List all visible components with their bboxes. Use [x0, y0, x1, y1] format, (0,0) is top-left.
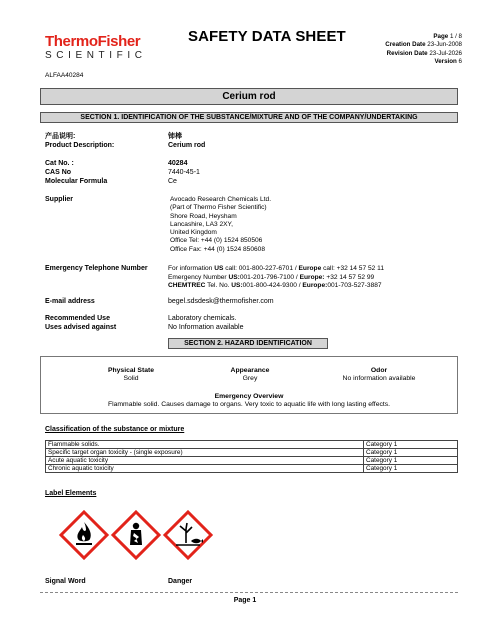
emergency-overview-label: Emergency Overview	[214, 393, 284, 400]
supplier-line: Office Tel: +44 (0) 1524 850506	[170, 237, 263, 245]
product-name-bar: Cerium rod	[40, 88, 458, 105]
cas-no-label: CAS No	[45, 169, 72, 176]
supplier-line: Shore Road, Heysham	[170, 212, 237, 220]
appearance	[180, 367, 320, 384]
classification-heading: Classification of the substance or mixture	[45, 426, 185, 433]
physical-state-value: Solid	[123, 375, 139, 383]
cat-no-value: 40284	[168, 160, 188, 167]
emergency-line-1: For information US call: 001-800-227-6701 / Europe call: +32 14 57 52 11	[168, 265, 384, 272]
emergency-phone-block	[168, 265, 384, 291]
supplier-line: Office Fax: +44 (0) 1524 850608	[170, 245, 266, 253]
version-label: Version	[434, 58, 457, 66]
footer-divider	[40, 592, 458, 593]
document-meta	[385, 33, 462, 66]
table-row	[46, 465, 458, 473]
supplier-label: Supplier	[45, 196, 74, 203]
emergency-line-3: CHEMTREC Tel. No. US:001-800-424-9300 / Europe:001-703-527-3887	[168, 282, 382, 290]
footer-page-number: Page 1	[233, 597, 257, 604]
revision-date-value: 23-Jul-2026	[429, 49, 462, 57]
hazard-summary-box	[40, 356, 458, 414]
product-description-cn: 铈棒	[168, 133, 182, 140]
version-value: 6	[458, 58, 462, 66]
emergency-line-2: Emergency Number US:001-201-796-7100 / Europe: +32 14 57 52 99	[168, 273, 375, 281]
environment-icon	[165, 512, 211, 558]
ghs-pictograms	[58, 510, 218, 560]
page-label: Page	[433, 33, 449, 40]
signal-word-label: Signal Word	[45, 578, 86, 585]
cat-no-label: Cat No. :	[45, 160, 74, 167]
revision-date-label: Revision Date	[386, 49, 428, 57]
flame-icon	[61, 512, 107, 558]
product-description-value: Cerium rod	[168, 142, 206, 149]
product-description-label-cn: 产品说明:	[45, 133, 76, 140]
emergency-overview-text: Flammable solid. Causes damage to organs. Very toxic to aquatic life with long lasting effects.	[107, 401, 391, 409]
email-label: E-mail address	[45, 298, 95, 305]
signal-word-value: Danger	[168, 578, 193, 585]
creation-date-label: Creation Date	[385, 41, 426, 49]
document-code: ALFAA40284	[45, 72, 84, 79]
email-value: begel.sdsdesk@thermofisher.com	[168, 298, 274, 305]
uses-advised-against-value: No Information available	[168, 324, 244, 331]
page-value: 1 / 8	[449, 33, 462, 40]
appearance-label: Appearance	[230, 367, 270, 374]
odor	[309, 367, 449, 384]
creation-date-value: 23-Jun-2008	[427, 41, 462, 49]
company-logo	[45, 34, 147, 61]
hazard-class-cell: Specific target organ toxicity - (single exposure)	[46, 449, 364, 457]
molecular-formula-value: Ce	[168, 178, 177, 185]
cas-no-value: 7440-45-1	[168, 169, 200, 176]
label-elements-heading: Label Elements	[45, 490, 97, 497]
category-cell: Category 1	[364, 449, 458, 457]
hazard-class-cell: Acute aquatic toxicity	[46, 457, 364, 465]
category-cell: Category 1	[364, 457, 458, 465]
supplier-address	[170, 196, 271, 254]
hazard-class-cell: Flammable solids.	[46, 441, 364, 449]
section-1-header: SECTION 1. IDENTIFICATION OF THE SUBSTANCE/MIXTURE AND OF THE COMPANY/UNDERTAKING	[40, 112, 458, 123]
hazard-class-cell: Chronic aquatic toxicity	[46, 465, 364, 473]
table-row	[46, 449, 458, 457]
logo-main-text: ThermoFisher	[45, 33, 141, 50]
category-cell: Category 1	[364, 465, 458, 473]
appearance-value: Grey	[242, 375, 258, 383]
table-row	[46, 457, 458, 465]
classification-table	[45, 440, 458, 473]
emergency-phone-label: Emergency Telephone Number	[45, 265, 148, 272]
uses-advised-against-label: Uses advised against	[45, 324, 117, 331]
odor-value: No information available	[342, 375, 416, 383]
recommended-use-value: Laboratory chemicals.	[168, 315, 237, 322]
supplier-line: (Part of Thermo Fisher Scientific)	[170, 204, 267, 212]
supplier-line: Lancashire, LA3 2XY,	[170, 220, 233, 228]
supplier-line: United Kingdom	[170, 229, 217, 237]
product-description-label: Product Description:	[45, 142, 115, 149]
physical-state-label: Physical State	[107, 367, 155, 374]
section-2-header: SECTION 2. HAZARD IDENTIFICATION	[168, 338, 328, 349]
health-hazard-icon	[113, 512, 159, 558]
supplier-line: Avocado Research Chemicals Ltd.	[170, 196, 272, 203]
molecular-formula-label: Molecular Formula	[45, 178, 108, 185]
logo-sub-text: SCIENTIFIC	[45, 50, 147, 61]
recommended-use-label: Recommended Use	[45, 315, 110, 322]
document-title: SAFETY DATA SHEET	[188, 28, 346, 45]
category-cell: Category 1	[364, 441, 458, 449]
emergency-overview	[41, 393, 457, 410]
table-row	[46, 441, 458, 449]
odor-label: Odor	[370, 367, 388, 374]
